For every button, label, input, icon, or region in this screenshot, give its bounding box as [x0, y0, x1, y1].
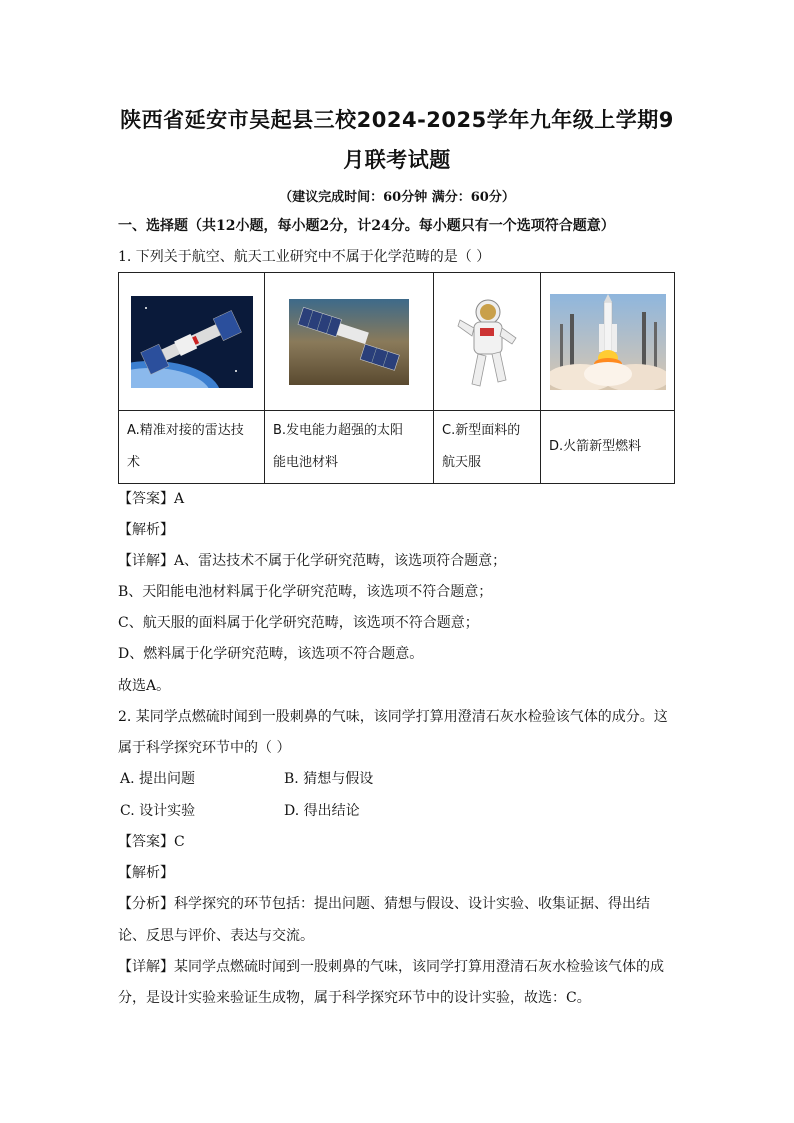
- option-d-image-cell: [541, 273, 675, 411]
- section-heading: 一、选择题（共12小题，每小题2分，计24分。每小题只有一个选项符合题意）: [118, 218, 615, 234]
- spacecraft-docking-image: [131, 296, 253, 388]
- document-title-line1: 陕西省延安市吴起县三校2024-2025学年九年级上学期9: [120, 108, 674, 132]
- question-2-analysis-label: 【解析】: [118, 865, 174, 881]
- option-a-text: A.精准对接的雷达技 术: [119, 411, 265, 484]
- question-1-analysis-label: 【解析】: [118, 522, 174, 538]
- question-1-answer: 【答案】A: [118, 491, 185, 507]
- exam-info: （建议完成时间：60分钟 满分：60分）: [279, 190, 515, 205]
- document-title-line2: 月联考试题: [343, 148, 451, 172]
- question-2-option-c: C. 设计实验: [120, 803, 196, 819]
- question-2-analysis-line1: 【分析】科学探究的环节包括：提出问题、猜想与假设、设计实验、收集证据、得出结: [118, 896, 650, 912]
- option-c-image-cell: [434, 273, 541, 411]
- option-b-image-cell: [265, 273, 434, 411]
- question-2-option-d: D. 得出结论: [284, 803, 360, 819]
- question-1-detail-line: D、燃料属于化学研究范畴，该选项不符合题意。: [118, 646, 424, 662]
- option-a-image-cell: [119, 273, 265, 411]
- question-1-stem: 1. 下列关于航空、航天工业研究中不属于化学范畴的是（ ）: [118, 249, 491, 265]
- question-1-options-table: [118, 272, 675, 484]
- question-2-detail-line1: 【详解】某同学点燃硫时闻到一股刺鼻的气味，该同学打算用澄清石灰水检验该气体的成: [118, 959, 664, 975]
- astronaut-spacesuit-image: [452, 290, 522, 394]
- question-2-option-b: B. 猜想与假设: [284, 771, 374, 787]
- question-2-option-a: A. 提出问题: [120, 771, 196, 787]
- question-2-analysis-line2: 论、反思与评价、表达与交流。: [118, 928, 314, 944]
- option-b-text: B.发电能力超强的太阳 能电池材料: [265, 411, 434, 484]
- question-1-detail-line: 【详解】A、雷达技术不属于化学研究范畴，该选项符合题意；: [118, 553, 507, 569]
- question-1-conclusion: 故选A。: [118, 678, 171, 694]
- question-2-answer: 【答案】C: [118, 834, 185, 850]
- solar-panel-satellite-image: [289, 299, 409, 385]
- question-2-detail-line2: 分，是设计实验来验证生成物，属于科学探究环节中的设计实验，故选：C。: [118, 990, 591, 1006]
- rocket-launch-image: [550, 294, 666, 390]
- question-1-detail-line: C、航天服的面料属于化学研究范畴，该选项不符合题意；: [118, 615, 479, 631]
- question-1-detail-line: B、天阳能电池材料属于化学研究范畴，该选项不符合题意；: [118, 584, 493, 600]
- option-c-text: C.新型面料的 航天服: [434, 411, 541, 484]
- option-d-text: D.火箭新型燃料: [541, 411, 675, 484]
- question-2-stem-line2: 属于科学探究环节中的（ ）: [118, 740, 291, 756]
- question-2-stem-line1: 2. 某同学点燃硫时闻到一股刺鼻的气味，该同学打算用澄清石灰水检验该气体的成分。这: [118, 709, 668, 725]
